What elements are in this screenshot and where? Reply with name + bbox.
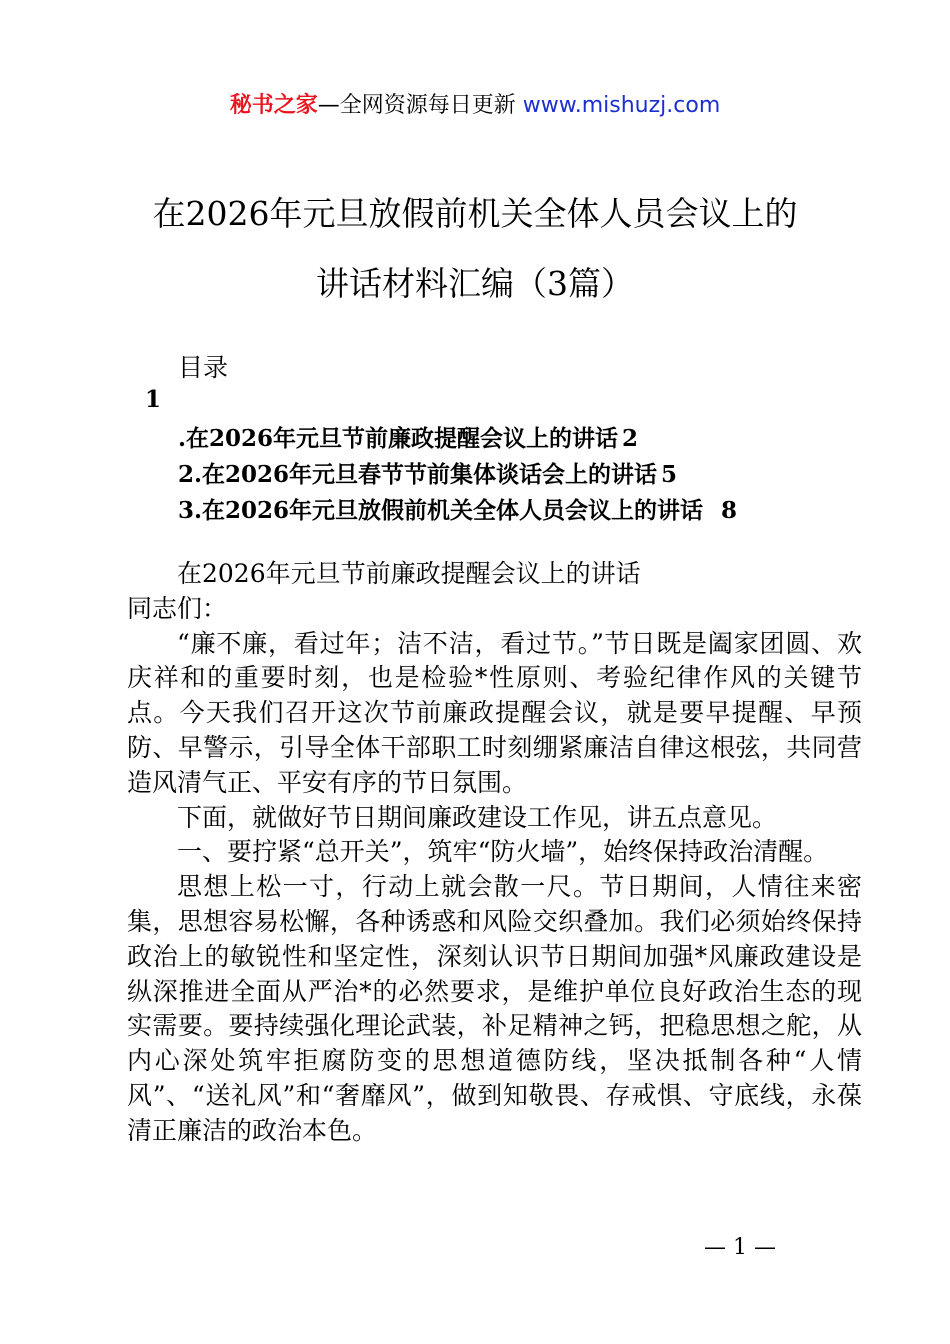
article-section-heading: 一、要拧紧“总开关”，筑牢“防火墙”，始终保持政治清醒。 bbox=[177, 837, 829, 867]
toc-item-title: 3.在2026年元旦放假前机关全体人员会议上的讲话 bbox=[178, 497, 704, 524]
site-tagline: —全网资源每日更新 bbox=[317, 93, 523, 118]
document-title-line-2: 讲话材料汇编（3篇） bbox=[316, 264, 634, 303]
toc-item-title: .在2026年元旦节前廉政提醒会议上的讲话 bbox=[178, 425, 619, 452]
toc-item-page: 8 bbox=[721, 497, 738, 524]
toc-item-page: 2 bbox=[622, 425, 639, 452]
site-brand: 秘书之家 bbox=[229, 93, 318, 118]
site-header bbox=[0, 88, 950, 119]
article-body bbox=[127, 557, 862, 1149]
article-heading: 在2026年元旦节前廉政提醒会议上的讲话 bbox=[177, 559, 641, 588]
article-paragraph: 下面，就做好节日期间廉政建设工作见，讲五点意见。 bbox=[177, 802, 778, 832]
article-paragraph: 思想上松一寸，行动上就会散一尺。节日期间，人情往来密集，思想容易松懈，各种诱惑和风险交织叠加。我们必须始终保持政治上的敏锐性和坚定性，深刻认识节日期间加强*风廉政建设是纵深推进全面从严治*的必然要求，是维护单位良好政治生态的现实需要。要持续强化理论武装，补足精神之钙，把稳思想之舵，从内心深处筑牢拒腐防变的思想道德防线，坚决抵制各种“人情风”、“送礼风”和“奢靡风”，做到知敬畏、存戒惧、守底线，永葆清正廉洁的政治本色。 bbox=[127, 872, 862, 1145]
toc-heading: 目录 bbox=[178, 353, 229, 382]
page-number: — 1 — bbox=[704, 1235, 776, 1260]
toc-item-title: 2.在2026年元旦春节节前集体谈话会上的讲话 bbox=[178, 461, 658, 488]
toc-item[interactable] bbox=[178, 456, 677, 489]
document-title-line-1: 在2026年元旦放假前机关全体人员会议上的 bbox=[152, 194, 798, 233]
article-paragraph: “廉不廉，看过年；洁不洁，看过节。”节日既是阖家团圆、欢庆祥和的重要时刻，也是检验*性原则、考验纪律作风的关键节点。今天我们召开这次节前廉政提醒会议，就是要早提醒、早预防、早警示，引导全体干部职工时刻绷紧廉洁自律这根弦，共同营造风清气正、平安有序的节日氛围。 bbox=[127, 628, 862, 797]
toc-item-number: 1 bbox=[145, 386, 162, 413]
toc-item[interactable] bbox=[178, 492, 737, 525]
site-url-link[interactable]: www.mishuzj.com bbox=[522, 93, 721, 118]
toc-item-page: 5 bbox=[661, 461, 678, 488]
article-salutation: 同志们： bbox=[127, 593, 228, 623]
toc-item[interactable] bbox=[178, 420, 638, 453]
